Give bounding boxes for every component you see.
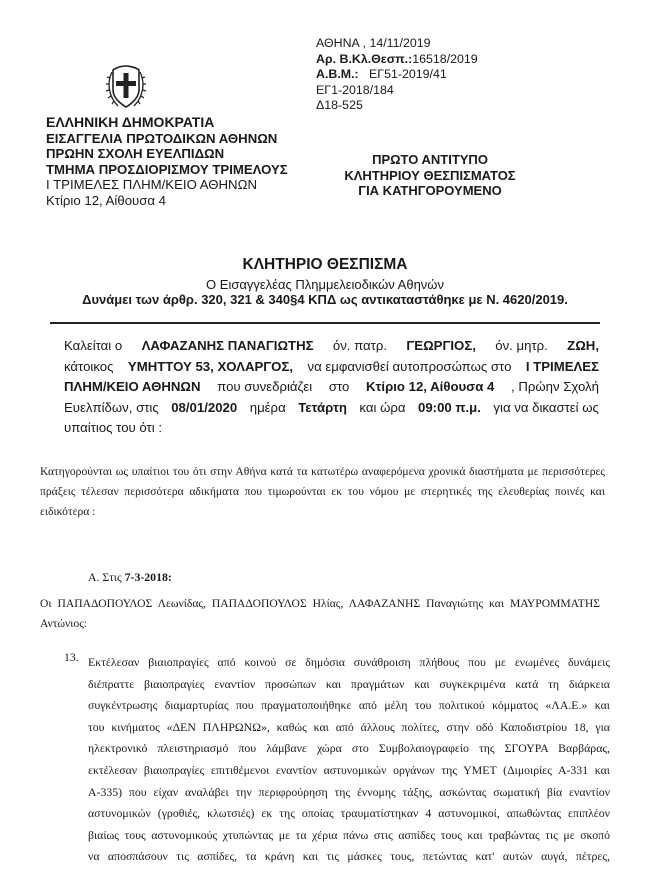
issuer-block: [46, 115, 288, 208]
court-name: ΠΛΗΜ/ΚΕΙΟ ΑΘΗΝΩΝ: [64, 379, 201, 394]
accused-list: [40, 594, 600, 634]
charges-intro: [40, 462, 605, 522]
abm-label: Α.Β.Μ.:: [316, 67, 359, 82]
place-date: ΑΘΗΝΑ , 14/11/2019: [316, 36, 431, 50]
bkl-value: 16518/2019: [412, 51, 478, 66]
issuer-line: Κτίριο 12, Αίθουσα 4: [46, 192, 167, 208]
legal-basis: Δυνάμει των άρθρ. 320, 321 & 340§4 ΚΠΔ ως αντικαταστάθηκε με Ν. 4620/2019.: [82, 292, 568, 307]
text-line: [88, 674, 610, 696]
text: διέπραττε βιαιοπραγίες εναντίον προσώπων και πραγμάτων και συγκεκριμένα κατά τη διάρκεια: [88, 676, 610, 691]
eg-number: ΕΓ1-2018/184: [316, 82, 394, 97]
divider: [50, 322, 600, 324]
text: , Πρώην Σχολή: [511, 379, 599, 394]
text: και ώρα: [359, 399, 406, 415]
coat-of-arms-emblem: [104, 60, 148, 112]
text-line: [88, 738, 610, 760]
text: στο: [328, 379, 350, 394]
text-line: [88, 803, 610, 825]
text: κάτοικος: [64, 358, 114, 374]
section-heading: [88, 570, 172, 585]
item-13-text: [88, 652, 610, 868]
section-date: 7-3-2018:: [124, 570, 172, 584]
text: Ευελπίδων, στις: [64, 399, 159, 415]
text: εκτέλεσαν βιαιοπραγίες επιτιθέμενοι εναντίον αστυνομικών οργάνων της ΥΜΕΤ (Διμοιρίες Α-331 και: [88, 762, 610, 777]
text-line: [88, 782, 610, 804]
issuer-line: Ι ΤΡΙΜΕΛΕΣ ΠΛΗΜ/ΚΕΙΟ ΑΘΗΝΩΝ: [46, 177, 257, 192]
text: Καλείται ο: [64, 338, 123, 353]
summons-line: [64, 357, 599, 378]
text-line: [40, 462, 605, 482]
text-line: [88, 760, 610, 782]
document-title: ΚΛΗΤΗΡΙΟ ΘΕΣΠΙΣΜΑ: [242, 256, 408, 273]
address: ΥΜΗΤΤΟΥ 53, ΧΟΛΑΡΓΟΣ,: [127, 358, 294, 374]
text: βιαίως τους αστυνομικούς χτυπώντας με τα χέρια πάνω στις ασπίδες τους και τραβώντας τις με σκοπό: [88, 827, 610, 842]
hearing-time: 09:00 π.μ.: [418, 399, 481, 415]
copy-designation: [330, 152, 530, 199]
summons-paragraph: [64, 336, 599, 439]
text: Α-335) που είχαν αναλάβει την περιφρούρηση της έννομης τάξης, ασκώντας σωματική βία εναντίον: [88, 784, 610, 799]
d-number: Δ18-525: [316, 98, 363, 113]
mother-name: ΖΩΗ,: [567, 338, 599, 353]
text: που συνεδριάζει: [217, 379, 313, 394]
copy-line: ΠΡΩΤΟ ΑΝΤΙΤΥΠΟ: [372, 152, 488, 167]
text: πράξεις τέλεσαν περισσότερα αδικήματα που τιμωρούνται εκ του νόμου με στερητικές της ελευθερίας ποινές και: [40, 485, 605, 498]
summons-line: [64, 377, 599, 398]
text-line: [88, 717, 610, 739]
summons-line: [64, 336, 599, 357]
issuer-line: ΤΜΗΜΑ ΠΡΟΣΔΙΟΡΙΣΜΟΥ ΤΡΙΜΕΛΟΥΣ: [46, 161, 288, 177]
document-subtitle: Ο Εισαγγελέας Πλημμελειοδικών Αθηνών: [206, 277, 444, 292]
abm-value: ΕΓ51-2019/41: [369, 67, 447, 82]
reference-block: [316, 36, 478, 114]
text: ηλεκτρονικό πλειστηριασμό που λάμβανε χώρα στο Συμβολαιογραφείο της ΣΓΟΥΡΑ Βαρβάρας,: [88, 741, 610, 756]
text: συγκέντρωσης διαμαρτυρίας που πραγματοποιήθηκε από μέλη του πολιτικού κόμματος «ΛΑ.Ε.» και: [88, 698, 610, 713]
text-line: ειδικότερα :: [40, 505, 96, 518]
text: όν. μητρ.: [495, 338, 548, 353]
text-line: [88, 695, 610, 717]
hearing-date: 08/01/2020: [171, 399, 238, 415]
text-line: [40, 482, 605, 502]
section-label: Α. Στις: [88, 570, 122, 584]
text-line: [40, 594, 600, 614]
text: Εκτέλεσαν βιαιοπραγίες από κοινού σε δημόσια συνάθροιση πλήθους που με ενωμένες δυνάμεις: [88, 655, 610, 669]
text-line: [88, 652, 610, 674]
copy-line: ΚΛΗΤΗΡΙΟΥ ΘΕΣΠΙΣΜΑΤΟΣ: [344, 167, 516, 183]
room: Κτίριο 12, Αίθουσα 4: [366, 379, 495, 394]
summons-line: [64, 398, 599, 419]
bkl-label: Αρ. Β.Κλ.Θεσπ.:: [316, 51, 413, 66]
text: Κατηγορούνται ως υπαίτιοι του ότι στην Αθήνα κατά τα κατωτέρω αναφερόμενα χρονικά διαστήματα με περισσότερες: [40, 465, 605, 478]
father-name: ΓΕΩΡΓΙΟΣ,: [406, 338, 476, 353]
text-line: Αντώνιος:: [40, 617, 88, 630]
text: Οι ΠΑΠΑΔΟΠΟΥΛΟΣ Λεωνίδας, ΠΑΠΑΔΟΠΟΥΛΟΣ Ηλίας, ΛΑΦΑΖΑΝΗΣ Παναγιώτης και ΜΑΥΡΟΜΜΑΤΗΣ: [40, 597, 600, 610]
bkl-number: [316, 52, 478, 68]
text-line: [88, 825, 610, 847]
text: να αποσπάσουν τις ασπίδες, τα κράνη και τις μάσκες τους, πετώντας κατ' αυτών αυγά, πέτρες,: [88, 849, 610, 864]
issuer-line: ΕΙΣΑΓΓΕΛΙΑ ΠΡΩΤΟΔΙΚΩΝ ΑΘΗΝΩΝ: [46, 130, 278, 146]
text-line: [88, 846, 610, 868]
text: του κινήματος «ΔΕΝ ΠΛΗΡΩΝΩ», καθώς και από άλλους πολίτες, στην οδό Καποδιστρίου 18, για: [88, 719, 610, 734]
text: ημέρα: [249, 399, 286, 415]
hearing-day: Τετάρτη: [298, 399, 347, 415]
text: αστυνομικών (γροθιές, κλωτσιές) εκ της οποίας τραυματίστηκαν 4 αστυνομικοί, απωθώντας επιπλέον: [88, 806, 610, 821]
summons-line: υπαίτιος του ότι :: [64, 420, 163, 435]
item-number: 13.: [64, 650, 79, 664]
issuer-line: ΕΛΛΗΝΙΚΗ ΔΗΜΟΚΡΑΤΙΑ: [46, 114, 215, 130]
accused-name: ΛΑΦΑΖΑΝΗΣ ΠΑΝΑΓΙΩΤΗΣ: [141, 338, 314, 353]
court-name: Ι ΤΡΙΜΕΛΕΣ: [525, 358, 599, 374]
abm-number: [316, 67, 478, 83]
copy-line: ΓΙΑ ΚΑΤΗΓΟΡΟΥΜΕΝΟ: [358, 183, 502, 198]
text: για να δικαστεί ως: [493, 399, 599, 415]
text: να εμφανισθεί αυτοπροσώπως στο: [307, 358, 512, 374]
text: όν. πατρ.: [332, 338, 388, 353]
issuer-line: ΠΡΩΗΝ ΣΧΟΛΗ ΕΥΕΛΠΙΔΩΝ: [46, 146, 225, 161]
